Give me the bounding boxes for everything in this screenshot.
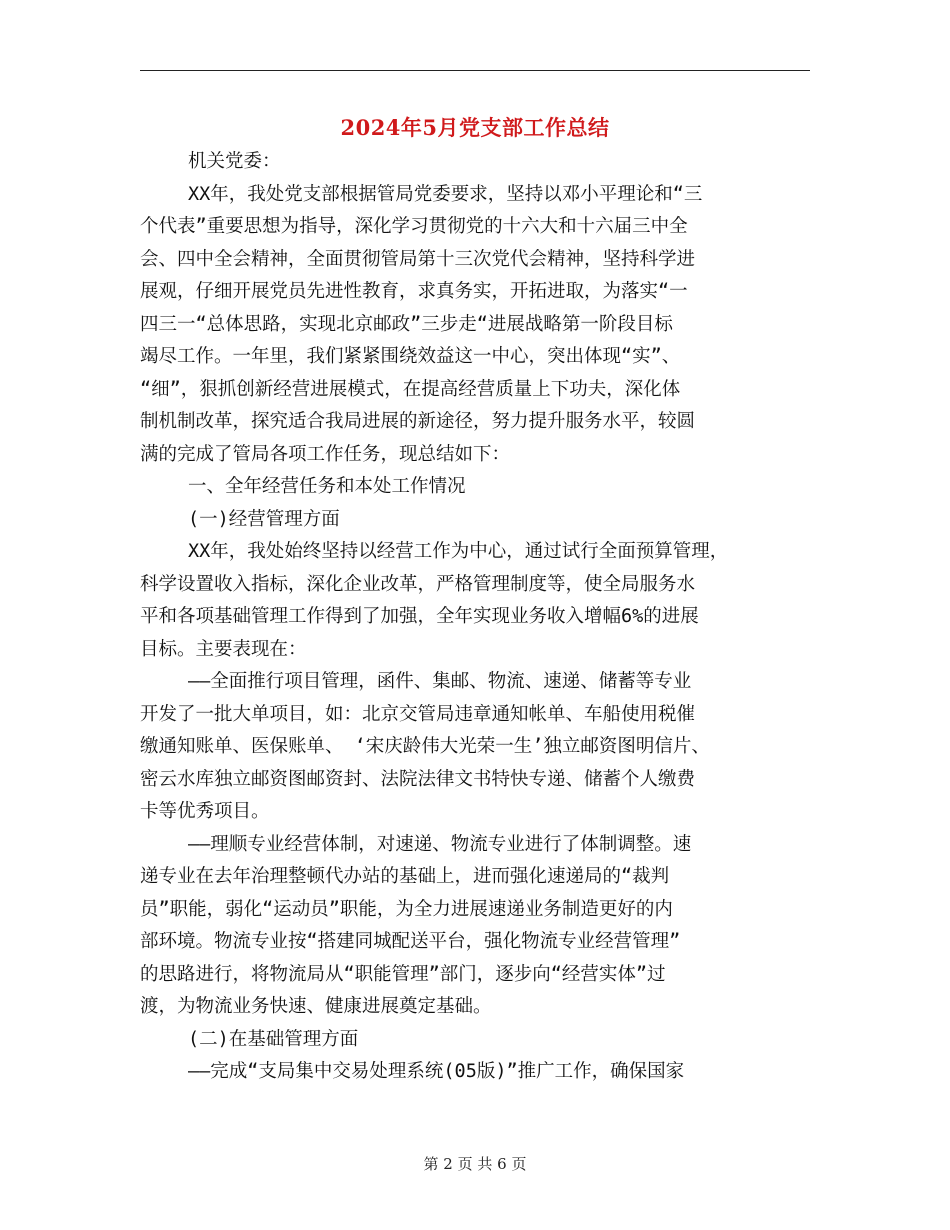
body-line: 满的完成了管局各项工作任务，现总结如下： — [140, 443, 511, 465]
body-line: 的思路进行，将物流局从“职能管理”部门，逐步向“经营实体”过 — [140, 963, 666, 985]
document-body — [140, 146, 820, 1089]
body-line: XX年，我处始终坚持以经营工作为中心，通过试行全面预算管理， — [188, 541, 729, 562]
body-line: XX年，我处党支部根据管局党委要求，坚持以邓小平理论和“三 — [188, 183, 703, 205]
body-line: 员”职能，弱化“运动员”职能，为全力进展速递业务制造更好的内 — [140, 898, 673, 920]
body-line: 科学设置收入指标，深化企业改革，严格管理制度等，使全局服务水 — [140, 573, 696, 595]
body-line: “细”，狠抓创新经营进展模式，在提高经营质量上下功夫，深化体 — [140, 378, 681, 400]
body-line: 递专业在去年治理整顿代办站的基础上，进而强化速递局的“裁判 — [140, 866, 670, 887]
body-line: ——理顺专业经营体制，对速递、物流专业进行了体制调整。速 — [188, 833, 692, 855]
body-line: 展观，仔细开展党员先进性教育，求真务实，开拓进取，为落实“一 — [140, 281, 688, 302]
body-line: 开发了一批大单项目，如：北京交管局违章通知帐单、车船使用税催 — [140, 703, 696, 725]
subsection-heading: (二)在基础管理方面 — [188, 1028, 359, 1050]
body-line: 部环境。物流专业按“搭建同城配送平台，强化物流专业经营管理” — [140, 931, 681, 952]
body-line: 平和各项基础管理工作得到了加强，全年实现业务收入增幅6%的进展 — [140, 606, 699, 627]
body-line: 渡，为物流业务快速、健康进展奠定基础。 — [140, 996, 492, 1017]
body-line: 四三一“总体思路，实现北京邮政”三步走“进展战略第一阶段目标 — [140, 313, 673, 335]
section-heading: 一、全年经营任务和本处工作情况 — [188, 476, 466, 497]
body-line: 竭尽工作。一年里，我们紧紧围绕效益这一中心，突出体现“实”、 — [140, 346, 681, 367]
body-line: 机关党委： — [188, 151, 281, 172]
body-line: 缴通知账单、医保账单、 ‘宋庆龄伟大光荣一生’独立邮资图明信片、 — [140, 736, 710, 757]
body-line: ——完成“支局集中交易处理系统(05版)”推广工作，确保国家 — [188, 1061, 685, 1082]
body-line: 卡等优秀项目。 — [140, 801, 270, 822]
body-line: 会、四中全会精神，全面贯彻管局第十三次党代会精神，坚持科学进 — [140, 248, 696, 270]
body-line: 密云水库独立邮资图邮资封、法院法律文书特快专递、储蓄个人缴费 — [140, 768, 696, 790]
document-title: 2024年5月党支部工作总结 — [340, 115, 610, 140]
body-line: 目标。主要表现在： — [140, 638, 307, 660]
body-line: 个代表”重要思想为指导，深化学习贯彻党的十六大和十六届三中全 — [140, 216, 688, 237]
page-footer: 第 2 页 共 6 页 — [423, 1155, 527, 1173]
body-line: 制机制改革，探究适合我局进展的新途径，努力提升服务水平，较圆 — [140, 411, 696, 432]
subsection-heading: (一)经营管理方面 — [188, 508, 340, 530]
header-rule — [140, 70, 810, 71]
body-line: ——全面推行项目管理，函件、集邮、物流、速递、储蓄等专业 — [188, 671, 692, 692]
